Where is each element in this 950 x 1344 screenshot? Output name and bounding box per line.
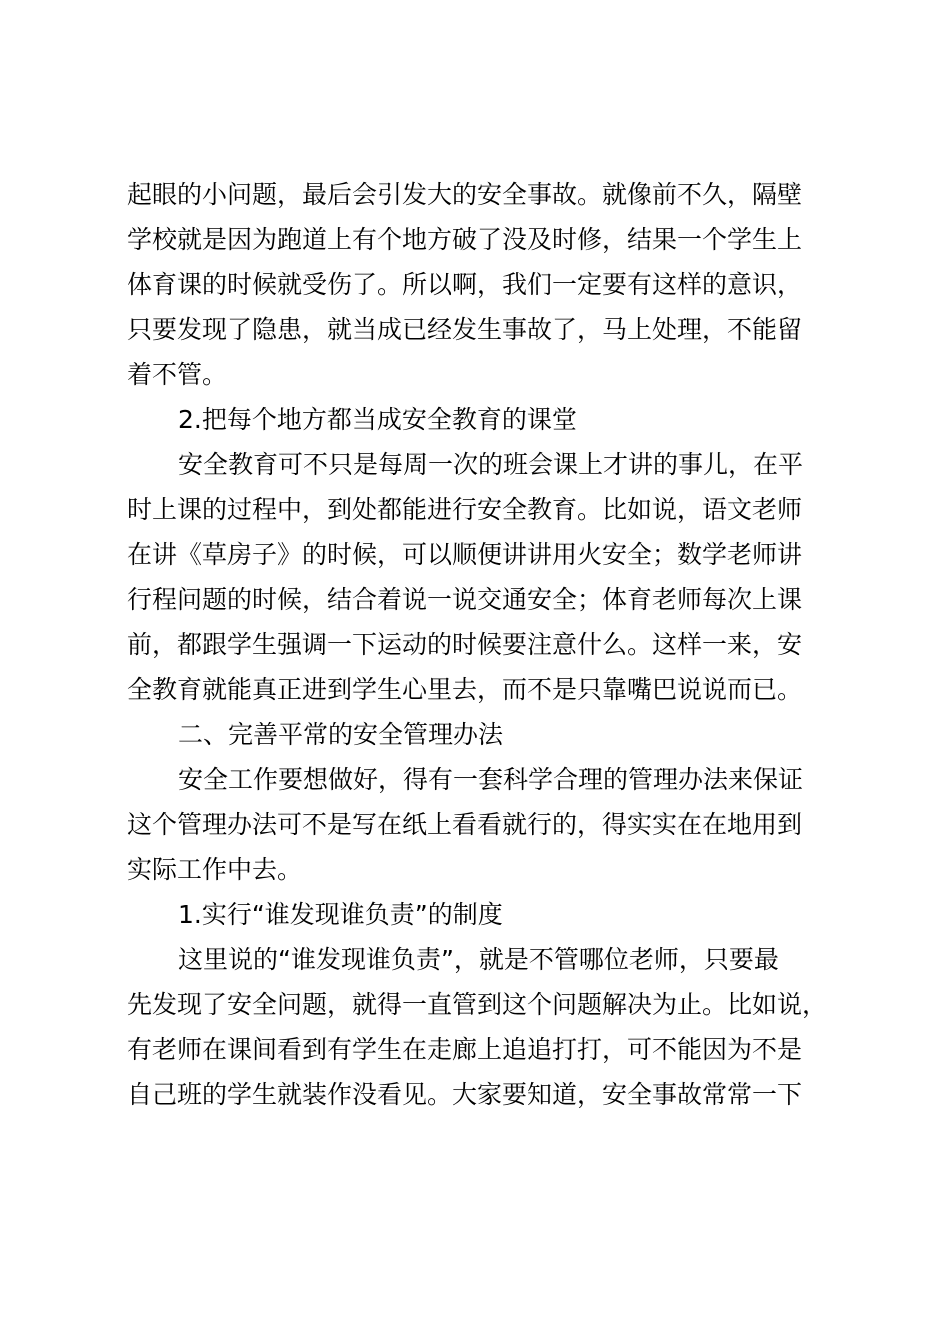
text-line: 学校就是因为跑道上有个地方破了没及时修，结果一个学生上 [127, 225, 803, 254]
text-line: 起眼的小问题，最后会引发大的安全事故。就像前不久，隔壁 [127, 180, 803, 209]
text-line: 在讲《草房子》的时候，可以顺便讲讲用火安全；数学老师讲 [127, 540, 803, 569]
section-heading: 二、完善平常的安全管理办法 [178, 720, 504, 749]
text-line: 这个管理办法可不是写在纸上看看就行的，得实实在在地用到 [127, 810, 803, 839]
text-line: 前，都跟学生强调一下运动的时候要注意什么。这样一来，安 [127, 630, 803, 659]
body-text [127, 172, 833, 1117]
text-line: 行程问题的时候，结合着说一说交通安全；体育老师每次上课 [127, 585, 803, 614]
text-line: 有老师在课间看到有学生在走廊上追追打打，可不能因为不是 [127, 1035, 803, 1064]
text-line: 自己班的学生就装作没看见。大家要知道，安全事故常常一下 [127, 1080, 803, 1109]
text-line: 只要发现了隐患，就当成已经发生事故了，马上处理，不能留 [127, 315, 803, 344]
paragraph-first-line: 安全教育可不只是每周一次的班会课上才讲的事儿，在平 [178, 450, 804, 479]
paragraph-first-line: 安全工作要想做好，得有一套科学合理的管理办法来保证 [178, 765, 804, 794]
text-line: 体育课的时候就受伤了。所以啊，我们一定要有这样的意识， [127, 270, 803, 299]
text-line: 全教育就能真正进到学生心里去，而不是只靠嘴巴说说而已。 [127, 675, 803, 704]
paragraph-first-line: 这里说的“谁发现谁负责”，就是不管哪位老师，只要最 [178, 945, 779, 974]
text-line: 着不管。 [127, 360, 228, 389]
section-heading: 1.实行“谁发现谁负责”的制度 [178, 900, 503, 929]
text-line: 先发现了安全问题，就得一直管到这个问题解决为止。比如说， [127, 990, 828, 1019]
text-line: 时上课的过程中，到处都能进行安全教育。比如说，语文老师 [127, 495, 803, 524]
section-heading: 2.把每个地方都当成安全教育的课堂 [178, 405, 577, 434]
text-line: 实际工作中去。 [127, 855, 303, 884]
